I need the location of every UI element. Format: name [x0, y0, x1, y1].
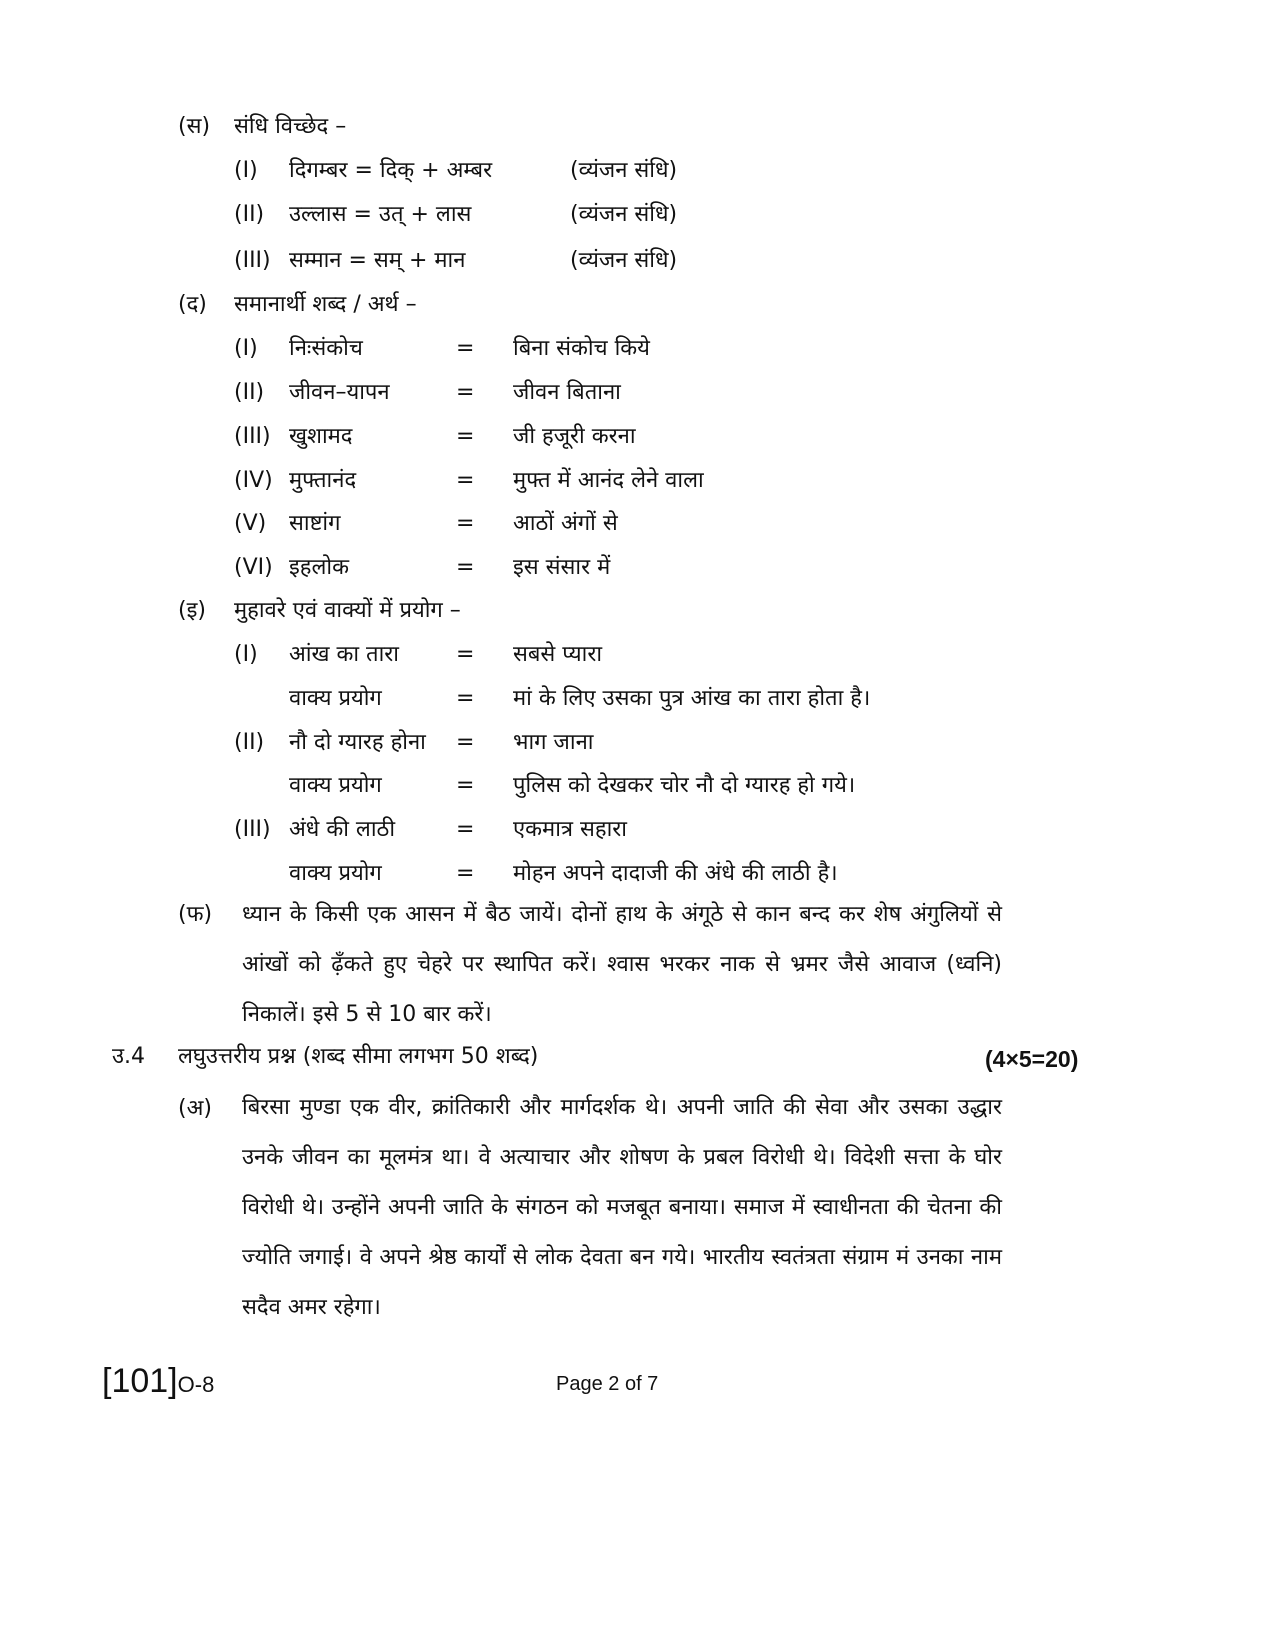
question-heading: लघुउत्तरीय प्रश्न (शब्द सीमा लगभग 50 शब्द) — [178, 1044, 539, 1069]
item-number: (I) — [234, 336, 258, 361]
idiom-meaning: सबसे प्यारा — [513, 642, 603, 667]
synonym-meaning: जीवन बिताना — [513, 380, 621, 405]
sandhi-text: दिगम्बर = दिक् + अम्बर — [289, 158, 493, 183]
equals-sign: = — [456, 336, 475, 361]
page-number: Page 2 of 7 — [556, 1373, 659, 1395]
section-marker: (द) — [178, 292, 207, 317]
section-marker: (स) — [178, 114, 211, 139]
synonym-meaning: बिना संकोच किये — [513, 336, 650, 361]
equals-sign: = — [456, 861, 475, 886]
paper-code — [102, 1362, 214, 1401]
item-number: (V) — [234, 511, 267, 536]
usage-label: वाक्य प्रयोग — [289, 773, 382, 798]
dhyan-paragraph: ध्यान के किसी एक आसन में बैठ जायें। दोनों हाथ के अंगूठे से कान बन्द कर शेष अंगुलियों से आंखों को ढ़ँकते हुए चेहरे पर स्थापित करें। श्वास भरकर नाक से भ्रमर जैसे आवाज (ध्वनि) निकालें। इसे 5 से 10 बार करें। — [242, 902, 1002, 1027]
section-heading: संधि विच्छेद – — [234, 114, 347, 139]
sandhi-type: (व्यंजन संधि) — [570, 248, 678, 273]
synonym-word: साष्टांग — [289, 511, 341, 536]
section-marker: (फ) — [178, 902, 213, 927]
synonym-meaning: इस संसार में — [513, 555, 611, 580]
synonym-word: मुफ्तानंद — [289, 468, 357, 493]
equals-sign: = — [456, 555, 475, 580]
synonym-word: निःसंकोच — [289, 336, 363, 361]
idiom-meaning: भाग जाना — [513, 730, 594, 755]
synonym-word: जीवन–यापन — [289, 380, 390, 405]
equals-sign: = — [456, 686, 475, 711]
equals-sign: = — [456, 642, 475, 667]
section-marker: (इ) — [178, 598, 206, 623]
sandhi-type: (व्यंजन संधि) — [570, 202, 678, 227]
sandhi-text: सम्मान = सम् + मान — [289, 248, 466, 273]
item-number: (II) — [234, 202, 265, 227]
equals-sign: = — [456, 773, 475, 798]
item-number: (III) — [234, 248, 271, 273]
equals-sign: = — [456, 511, 475, 536]
synonym-word: इहलोक — [289, 555, 349, 580]
equals-sign: = — [456, 730, 475, 755]
question-marks: (4×5=20) — [985, 1046, 1079, 1072]
equals-sign: = — [456, 424, 475, 449]
answer-marker: (अ) — [178, 1096, 212, 1121]
idiom-text: आंख का तारा — [289, 642, 399, 667]
paper-code-main: [101] — [102, 1362, 178, 1400]
paper-code-sub: O-8 — [177, 1372, 215, 1397]
sandhi-type: (व्यंजन संधि) — [570, 158, 678, 183]
usage-sentence: मोहन अपने दादाजी की अंधे की लाठी है। — [513, 861, 838, 886]
usage-sentence: मां के लिए उसका पुत्र आंख का तारा होता है। — [513, 686, 871, 711]
answer-paragraph: बिरसा मुण्डा एक वीर, क्रांतिकारी और मार्गदर्शक थे। अपनी जाति की सेवा और उसका उद्धार उनके जीवन का मूलमंत्र था। वे अत्याचार और शोषण के प्रबल विरोधी थे। विदेशी सत्ता के घोर विरोधी थे। उन्होंने अपनी जाति के संगठन को मजबूत बनाया। समाज में स्वाधीनता की चेतना की ज्योति जगाई। वे अपने श्रेष्ठ कार्यों से लोक देवता बन गये। भारतीय स्वतंत्रता संग्राम मं उनका नाम सदैव अमर रहेगा। — [242, 1095, 1002, 1320]
section-heading: समानार्थी शब्द / अर्थ – — [234, 292, 417, 317]
item-number: (III) — [234, 424, 271, 449]
item-number: (IV) — [234, 468, 273, 493]
synonym-meaning: आठों अंगों से — [513, 511, 618, 536]
synonym-word: खुशामद — [289, 424, 353, 449]
equals-sign: = — [456, 468, 475, 493]
item-number: (II) — [234, 730, 265, 755]
idiom-text: नौ दो ग्यारह होना — [289, 730, 426, 755]
equals-sign: = — [456, 817, 475, 842]
equals-sign: = — [456, 380, 475, 405]
sandhi-text: उल्लास = उत् + लास — [289, 202, 472, 227]
item-number: (II) — [234, 380, 265, 405]
usage-sentence: पुलिस को देखकर चोर नौ दो ग्यारह हो गये। — [513, 773, 856, 798]
usage-label: वाक्य प्रयोग — [289, 686, 382, 711]
usage-label: वाक्य प्रयोग — [289, 861, 382, 886]
section-heading: मुहावरे एवं वाक्यों में प्रयोग – — [234, 598, 461, 623]
idiom-text: अंधे की लाठी — [289, 817, 396, 842]
item-number: (I) — [234, 158, 258, 183]
idiom-meaning: एकमात्र सहारा — [513, 817, 628, 842]
question-number: उ.4 — [112, 1044, 146, 1069]
item-number: (I) — [234, 642, 258, 667]
synonym-meaning: जी हजूरी करना — [513, 424, 636, 449]
item-number: (VI) — [234, 555, 273, 580]
item-number: (III) — [234, 817, 271, 842]
synonym-meaning: मुफ्त में आनंद लेने वाला — [513, 468, 704, 493]
